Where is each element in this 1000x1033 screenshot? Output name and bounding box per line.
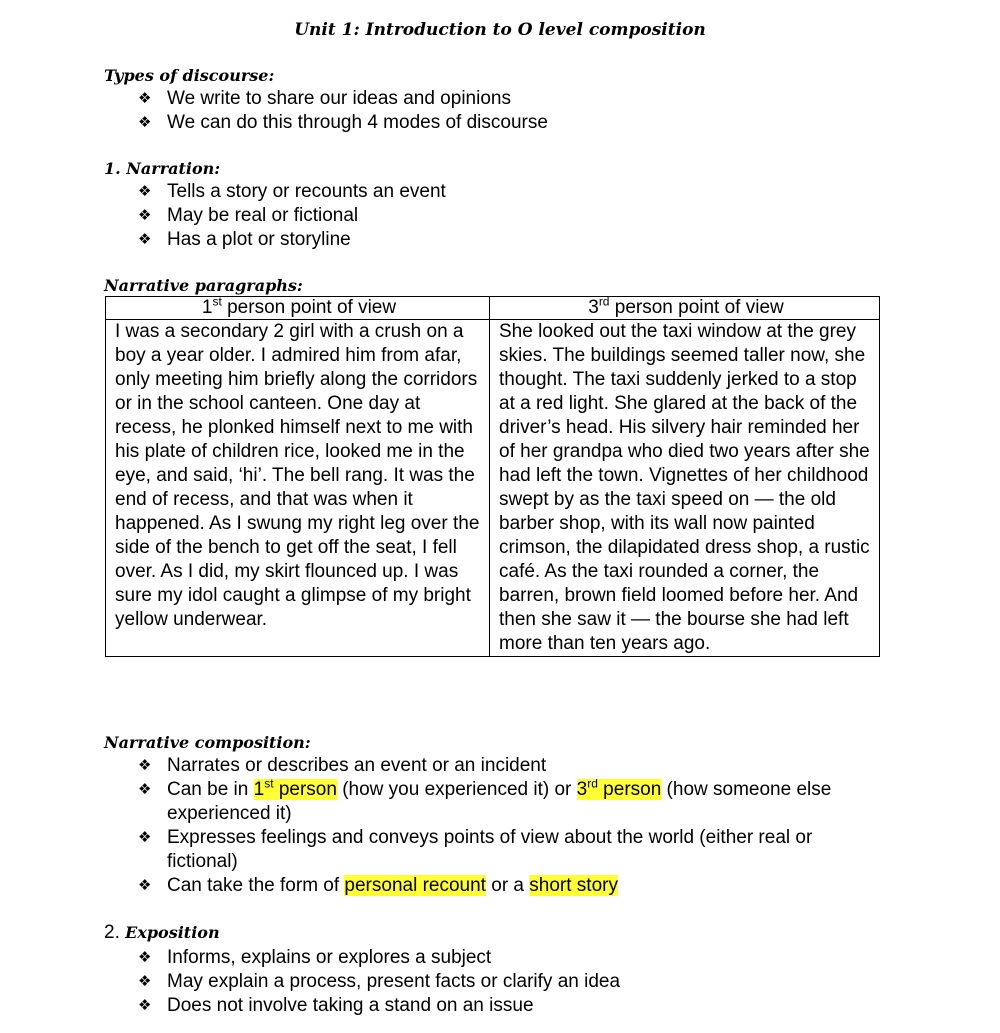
- list-item: ❖ Does not involve taking a stand on an issue: [138, 995, 534, 1016]
- list-item: ❖ Informs, explains or explores a subject: [138, 947, 492, 968]
- exposition-heading: 2. Exposition: [104, 922, 220, 943]
- highlight-short-story: short story: [529, 875, 618, 896]
- list-item: ❖ Can take the form of personal recount or a short story: [138, 875, 618, 896]
- exposition-list: [138, 946, 620, 1018]
- list-item: ❖ Tells a story or recounts an event: [138, 181, 446, 202]
- highlight-personal-recount: personal recount: [344, 875, 486, 896]
- composition-list: [138, 754, 878, 898]
- diamond-bullet-icon: ❖: [138, 949, 152, 966]
- diamond-bullet-icon: ❖: [138, 877, 152, 894]
- list-item: ❖ Has a plot or storyline: [138, 229, 351, 250]
- narration-list: [138, 180, 446, 252]
- list-item: ❖ Can be in 1st person (how you experienced it) or 3rd person (how someone else experienced it): [138, 776, 832, 824]
- first-person-paragraph: I was a secondary 2 girl with a crush on a boy a year older. I admired him from afar, only meeting him briefly along the corridors or in the school canteen. One day at recess, he plonked himself next to me with his plate of children rice, looked me in the eye, and said, ‘hi’. The bell rang. It was the end of recess, and that was when it happened. As I swung my right leg over the side of the bench to get off the seat, I fell over. As I did, my skirt flounced up. I was sure my idol caught a glimpse of my bright yellow underwear.: [106, 320, 490, 657]
- diamond-bullet-icon: ❖: [138, 829, 152, 846]
- diamond-bullet-icon: ❖: [138, 973, 152, 990]
- composition-heading: Narrative composition:: [104, 733, 311, 752]
- narration-heading: 1. Narration:: [104, 159, 221, 178]
- list-item: ❖ Narrates or describes an event or an incident: [138, 755, 547, 776]
- list-item: ❖ We write to share our ideas and opinions: [138, 88, 511, 109]
- diamond-bullet-icon: ❖: [138, 90, 152, 107]
- paragraphs-heading: Narrative paragraphs:: [104, 276, 303, 295]
- list-item: ❖ Expresses feelings and conveys points of view about the world (either real or fictional): [138, 827, 813, 872]
- third-person-header: 3rd person point of view: [490, 297, 880, 320]
- highlight-third-person: 3rd person: [576, 776, 662, 800]
- diamond-bullet-icon: ❖: [138, 114, 152, 131]
- narrative-table: [105, 296, 880, 657]
- table-row: [106, 320, 880, 657]
- diamond-bullet-icon: ❖: [138, 997, 152, 1014]
- list-item: ❖ May be real or fictional: [138, 205, 359, 226]
- diamond-bullet-icon: ❖: [138, 781, 152, 798]
- list-item: ❖ May explain a process, present facts or clarify an idea: [138, 971, 621, 992]
- third-person-paragraph: She looked out the taxi window at the grey skies. The buildings seemed taller now, she thought. The taxi suddenly jerked to a stop at a red light. She glared at the back of the driver’s head. His silvery hair reminded her of her grandpa who died two years after she had left the town. Vignettes of her childhood swept by as the taxi speed on — the old barber shop, with its wall now painted crimson, the dilapidated dress shop, a rustic café. As the taxi rounded a corner, the barren, brown field loomed before her. And then she saw it — the bourse she had left more than ten years ago.: [490, 320, 880, 657]
- first-person-header: 1st person point of view: [106, 297, 490, 320]
- highlight-first-person: 1st person: [253, 776, 337, 800]
- list-item: ❖ We can do this through 4 modes of discourse: [138, 112, 548, 133]
- diamond-bullet-icon: ❖: [138, 231, 152, 248]
- types-heading: Types of discourse:: [104, 66, 275, 85]
- diamond-bullet-icon: ❖: [138, 183, 152, 200]
- page-title: Unit 1: Introduction to O level composition: [294, 20, 706, 40]
- diamond-bullet-icon: ❖: [138, 757, 152, 774]
- diamond-bullet-icon: ❖: [138, 207, 152, 224]
- types-list: [138, 87, 548, 135]
